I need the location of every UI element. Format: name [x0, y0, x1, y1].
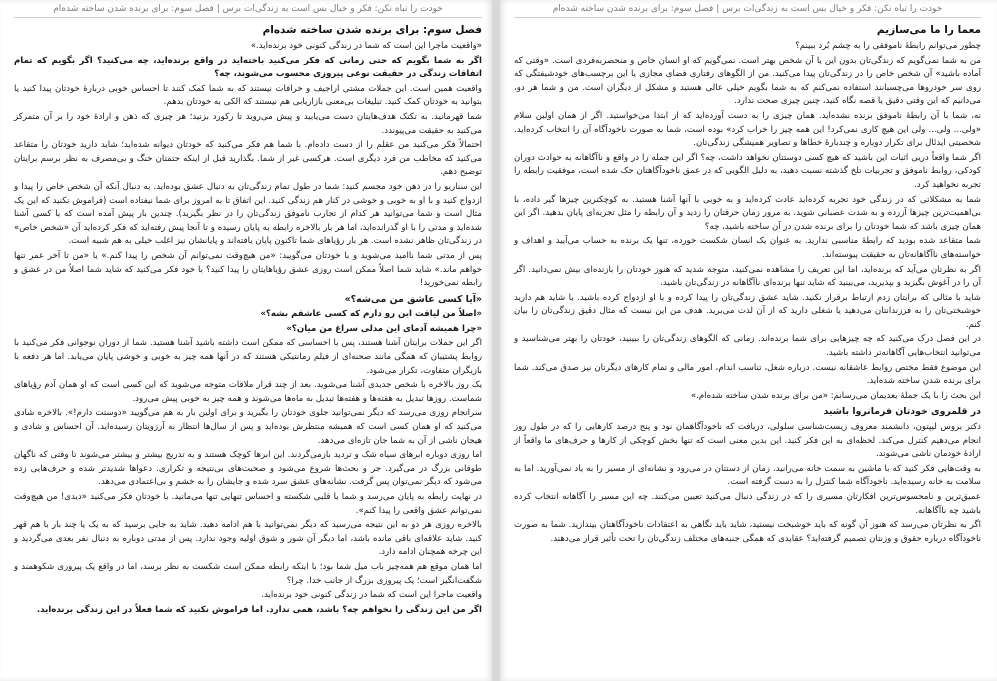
body-text — [14, 40, 482, 617]
paragraph: شما به مشکلاتی که در زندگی خود تجربه کرده‌اید عادت کرده‌اید و به خوبی با آنها آشنا هستید. به کوچکترین چیزها گیر داده، با بی‌اهمیت‌ترین چیزها آزرده و به شدت عصبانی شوید. به مرور زمان حرفتان را زدید و آن رابطه را مثل تجربه‌ای پایان بدهید. اگر این همان چیزی باشد که شما خودتان را برای برنده شدن در آن ساخته باشید، چه؟ — [514, 194, 981, 232]
running-head: خودت را تباه نکن: فکر و خیال بس است به زندگی‌ات برس | فصل سوم: برای برنده شدن ساخته شده‌ام — [514, 4, 981, 18]
paragraph: اما همان موقع هم همه‌چیز باب میل شما بود؛ با اینکه رابطه ممکن است شکست به نظر برسد، اما در واقع یک پیروزی شکوهمند و شگفت‌انگیز است؛ یک پیروزی بزرگ از جانب خدا. چرا؟ — [14, 561, 482, 586]
paragraph: اگر به نظرتان می‌رسد که هنوز آن گونه که باید خوشبخت نیستید، شاید باید نگاهی به اعتقادات ناخودآگاهتان بیندازید. شما به صورت ناخودآگاه درباره حقوق و وزنتان تصمیم گرفته‌اید؟ عقایدی که همگی جنبه‌های مختلف زندگی‌تان را تحت تأثیر قرار می‌دهند. — [514, 520, 981, 544]
paragraph: عمیق‌ترین و نامحسوس‌ترین افکارتان مسیری را که در زندگی دنبال می‌کنید تعیین می‌کنند. چه این مسیر را آگاهانه انتخاب کرده باشید چه ناآگاهانه. — [514, 492, 981, 516]
paragraph: این سناریو را در ذهن خود مجسم کنید: شما در طول تمام زندگی‌تان به دنبال عشق بوده‌اید. به دنبال آنکه آن شخص خاص را پیدا و ازدواج کنید و با او به خوبی و خوشی در کنار هم زندگی کنید. این اتفاق تا به امروز برای شما نیفتاده است (فراموش نکنید که این یک مثال است و شما می‌توانید هر کدام از تجارب ناموفق زندگی‌تان را در نظر بگیرید). چندین بار پیش آمده است که با کسی آشنا شده‌اید و مدتی را با او گذرانده‌اید، اما هر بار بالاخره رابطه به پایان رسیده و تا آنجا پیش رفته‌اید که فکر کرده‌اید آن «شخص خاص» در زندگی‌تان ظاهر نشده است. هر بار رؤیاهای شما تاکنون پایان یافته‌اند و پایانشان نیز اغلب خیلی به هم شبیه است. — [14, 181, 482, 247]
paragraph: اگر شما واقعاً دریی اثبات این باشید که هیچ کسی دوستتان نخواهد داشت، چه؟ اگر این جمله را در واقع و ناآگاهانه به حوادث دوران کودکی، روابط ناموفق و تجربیات تلخ گذشته نسبت دهید، به دلیل الگویی که در عمق ناخودآگاهتان حک شده است، موفقیت رابطه را تجربه نخواهید کرد. — [514, 152, 981, 190]
section-title: معما را ما می‌سازیم — [876, 24, 981, 36]
paragraph: یک روز بالاخره با شخص جدیدی آشنا می‌شوید. بعد از چند قرار ملاقات متوجه می‌شوید که این کسی است که او همان آدم رؤیاهای شماست. روزها تبدیل به هفته‌ها و هفته‌ها تبدیل به ماه‌ها می‌شوند و همه چیز به خوبی پیش می‌رود. — [14, 380, 482, 404]
running-head: خودت را تباه نکن: فکر و خیال بس است به زندگی‌ات برس | فصل سوم: برای برنده شدن ساخته شده‌ام — [14, 4, 482, 18]
paragraph: شما قهرمانید. به تکتک هدف‌هایتان دست می‌یابید و پیش می‌روید تا رکورد بزنید؛ هر چیزی که ذهن و ارادهٔ خود را بر آن متمرکز می‌کنید به حقیقت می‌پیوندد. — [14, 111, 482, 136]
paragraph: به وقت‌هایی فکر کنید که با ماشین به سمت خانه می‌رانید. زمان از دستتان در می‌رود و نشانه‌ای از مسیر را به یاد نمی‌آورید. اما به سلامت به خانه رسیده‌اید. ناخودآگاه شما کنترل را به دست گرفته است. — [514, 463, 981, 488]
paragraph: اگر به نظرتان می‌آید که برنده‌اید، اما این تعریف را مشاهده نمی‌کنید، متوجه شدید که هنوز خودتان را بازنده‌ای بیش نمی‌دانید. اگر آن را در آغوش بگیرید و بپذیرید، می‌بینید که شاید تنها برنده‌ای ناآگاهانه در زندگی‌تان باشید. — [514, 264, 981, 289]
body-text — [514, 40, 981, 546]
section-heading: در قلمروی خودتان فرمانروا باشید — [823, 406, 981, 418]
paragraph: اگر من این زندگی را نخواهم چه؟ باشد، همی ندارد. اما فراموش نکنید که شما فعلاً در این زندگی برنده‌اید. — [36, 604, 482, 615]
paragraph: واقعیت ماجرا این است که شما در زندگی کنونی خود برنده‌اید. — [261, 590, 482, 601]
paragraph: سرانجام روزی می‌رسد که دیگر نمی‌توانید جلوی خودتان را بگیرید و برای اولین بار به هم می‌گویید «دوستت دارم!». بالاخره شادی می‌کنید که او همان کسی است که همیشه منتظرش بوده‌اید و پس از سال‌ها انتظار به آرزویتان رسیده‌اید. آن احساس و شادی و هیجان ناشی از آن به شما جان تازه‌ای می‌دهد. — [14, 408, 482, 446]
paragraph: «واقعیت ماجرا این است که شما در زندگی کنونی خود برنده‌اید.» — [250, 41, 482, 51]
paragraph: اما روزی دوباره ابرهای سیاه شک و تردید بازمی‌گردند. این ابرها کوچک هستند و به تدریج بیشتر و بیشتر می‌شوند تا وقتی که ناگهان طوفانی بزرگ در می‌گیرد. جر و بحث‌ها شروع می‌شود و صحبت‌های بی‌نتیجه و تکراری. دعواها شدیدتر شده و حرف‌هایی زده می‌شود که دیگر نمی‌توان پس گرفت. نشانه‌های عشق سرد شده و جایشان را به خشم و بی‌اعتمادی می‌دهد. — [14, 450, 482, 488]
paragraph: در این فصل درک می‌کنید که چه چیزهایی برای شما برنده‌اند. زمانی که الگوهای زندگی‌تان را ببینید، خودتان را بهتر می‌شناسید و می‌توانید انتخاب‌هایی آگاهانه‌تر داشته باشید. — [514, 334, 981, 359]
paragraph: واقعیت همین است. این جملات مشتی اراجیف و خرافات نیستند که به شما کمک کنند تا احساس خوبی دربارهٔ خودتان پیدا کنید یا بتوانید به خودتان کمک کنید. تبلیغات بی‌معنی بازاریابی هم نیستند که الکی به خودتان بدهم. — [14, 83, 482, 108]
section-heading: «آیا کسی عاشق من می‌شه؟» — [344, 293, 482, 305]
chapter-title: فصل سوم: برای برنده شدن ساخته شده‌ام — [262, 24, 482, 36]
paragraph: شاید با مثالی که برایتان زدم ارتباط برقرار نکنید. شاید عشق زندگی‌تان را پیدا کرده و با او ازدواج کرده باشید. یا شاید هم دارید خوشبختی‌تان را به فرزندانتان می‌دهید یا شغلی دارید که از آن لذت می‌برید. هدف من این نیست که مثال دقیق زندگی‌تان را بیان کنم. — [514, 292, 981, 330]
paragraph: شما متقاعد شده بودید که رابطهٔ مناسبی ندارید. به عنوان یک انسان شکست خورده، تنها یک برنده به حساب می‌آیید و اهداف و خواسته‌های ناآگاهانه‌تان به حقیقت پیوسته‌اند. — [514, 236, 981, 260]
paragraph: پس از مدتی شما ناامید می‌شوید و با خودتان می‌گویید: «من هیچ‌وقت نمی‌توانم آن شخص را پیدا کنم.» یا «من تا آخر عمر تنها خواهم ماند.» شاید شما اصلاً ممکن است روزی عشق رؤیاهایتان را پیدا کنید؟ با خود فکر می‌کنید که شاید شما اصلاً من در عشق و رابطه نمی‌خورید! — [14, 250, 482, 289]
paragraph: این موضوع فقط مختص روابط عاشقانه نیست. درباره شغل، تناسب اندام، امور مالی و تمام کارهای دیگرتان نیز صدق می‌کند. شما برای برنده شدن ساخته شده‌اید. — [514, 362, 981, 387]
paragraph: اگر این جملات برایتان آشنا هستند، پس با احساسی که ممکن است داشته باشید آشنا هستید. شما از دوران نوجوانی فکر می‌کنید با روابط پشتیبان که همگی مانند صحنه‌ای از فیلم رمانتیکی هستند که در آنها همه چیز به خوبی و خوشی پایان می‌یابد. اما هر دفعه با بازیگران متفاوت، تکرار می‌شود. — [14, 338, 482, 376]
paragraph: در نهایت رابطه به پایان می‌رسد و شما با قلبی شکسته و احساس تنهایی تنها می‌مانید. با خودتان فکر می‌کنید «دیدی! من هیچ‌وقت نمی‌توانم عشق واقعی را پیدا کنم». — [14, 492, 482, 516]
book-gutter — [492, 0, 500, 681]
paragraph: نه، شما با آن رابطهٔ ناموفق برنده نشده‌اید. همان چیزی را به دست آورده‌اید که از ابتدا می‌خواستید. اگر از همان اولین سلام «ولی... ولی... ولی این هیچ کاری نمی‌کرد! این همه چیز را خراب کرد» بوده است، شما به صورت ناخودآگاه آن را انتخاب کرده‌اید. شخصیتی ایدئال برای تکرار دوباره و چندبارهٔ خطاها و تصاویر همیشگی زندگی‌تان. — [514, 110, 981, 149]
paragraph: بالاخره روزی هر دو به این نتیجه می‌رسید که دیگر نمی‌توانید با هم ادامه دهید. شاید به جایی برسید که به یک یا چند بار با هم قهر کنید. شاید علاقه‌ای باقی مانده باشد، اما دیگر آن شور و شوق اولیه وجود ندارد. پس از مدتی دوباره به دنبال نفر بعدی می‌گردید و این چرخه همچنان ادامه دارد. — [14, 520, 482, 558]
left-page — [0, 0, 492, 681]
paragraph: من به شما نمی‌گویم که زندگی‌تان بدون این یا آن شخص بهتر است. نمی‌گویم که او انسان خاص و منحصربه‌فردی است. «وقتی که آماده باشید» آن شخص خاص را در زندگی‌تان پیدا می‌کنید. من از الگوهای رفتاری فضای مجازی یا این برچسب‌های خودشیفتگی که روی سر خودروها می‌چسبانند استفاده نمی‌کنم که به شما بگویم خیلی عالی هستید و مشکل از دیگران است. من و شما هر دو، می‌دانیم که این وقتی دقیق یا قصه نگاه کنید، چنین چیزی صحت ندارد. — [514, 55, 981, 107]
paragraph: دکتر بروس لیپتون، دانشمند معروف زیست‌شناسی سلولی، دریافت که ناخودآگاهمان نود و پنج درصد کارهایی را که در طول روز انجام می‌دهیم کنترل می‌کند. لحظه‌ای به این فکر کنید. این بدین معنی است که تنها بخش کوچکی از کارها و حرف‌های ما واقعاً از ارادهٔ خودمان ناشی می‌شوند. — [514, 422, 981, 460]
paragraph: احتمالاً فکر می‌کنید من عقلم را از دست داده‌ام. با شما هم فکر می‌کنید که خودتان دیوانه شده‌اید؛ شاید دارید خودتان را متقاعد می‌کنید که مخاطب من فرد دیگری است. هرکسی غیر از شما. بگذارید قبل از اینکه حتمتان خنگ و بی‌مصرف به نظر برسم برایتان توضیح دهم. — [14, 140, 482, 178]
paragraph: «اصلاً من لیاقت این رو دارم که کسی عاشقم بشه؟» — [260, 309, 482, 320]
paragraph: چطور می‌توانم رابطهٔ ناموفقی را به چشم بُرد ببینم؟ — [795, 41, 981, 51]
paragraph: اگر به شما بگویم که حتی زمانی که فکر می‌کنید باخته‌اید در واقع برنده‌اید، چه می‌کنید؟ اگر بگویم که تمام اتفاقات زندگی در حقیقت نوعی پیروزی محسوب می‌شوند، چه؟ — [14, 55, 482, 80]
paragraph: «چرا همیشه آدمای این مدلی سراغ من میان؟» — [286, 323, 482, 334]
right-page — [500, 0, 997, 681]
paragraph: این بحث را با یک جملهٔ بعدیمان می‌رسانم: «من برای برنده شدن ساخته شده‌ام.» — [690, 390, 981, 401]
